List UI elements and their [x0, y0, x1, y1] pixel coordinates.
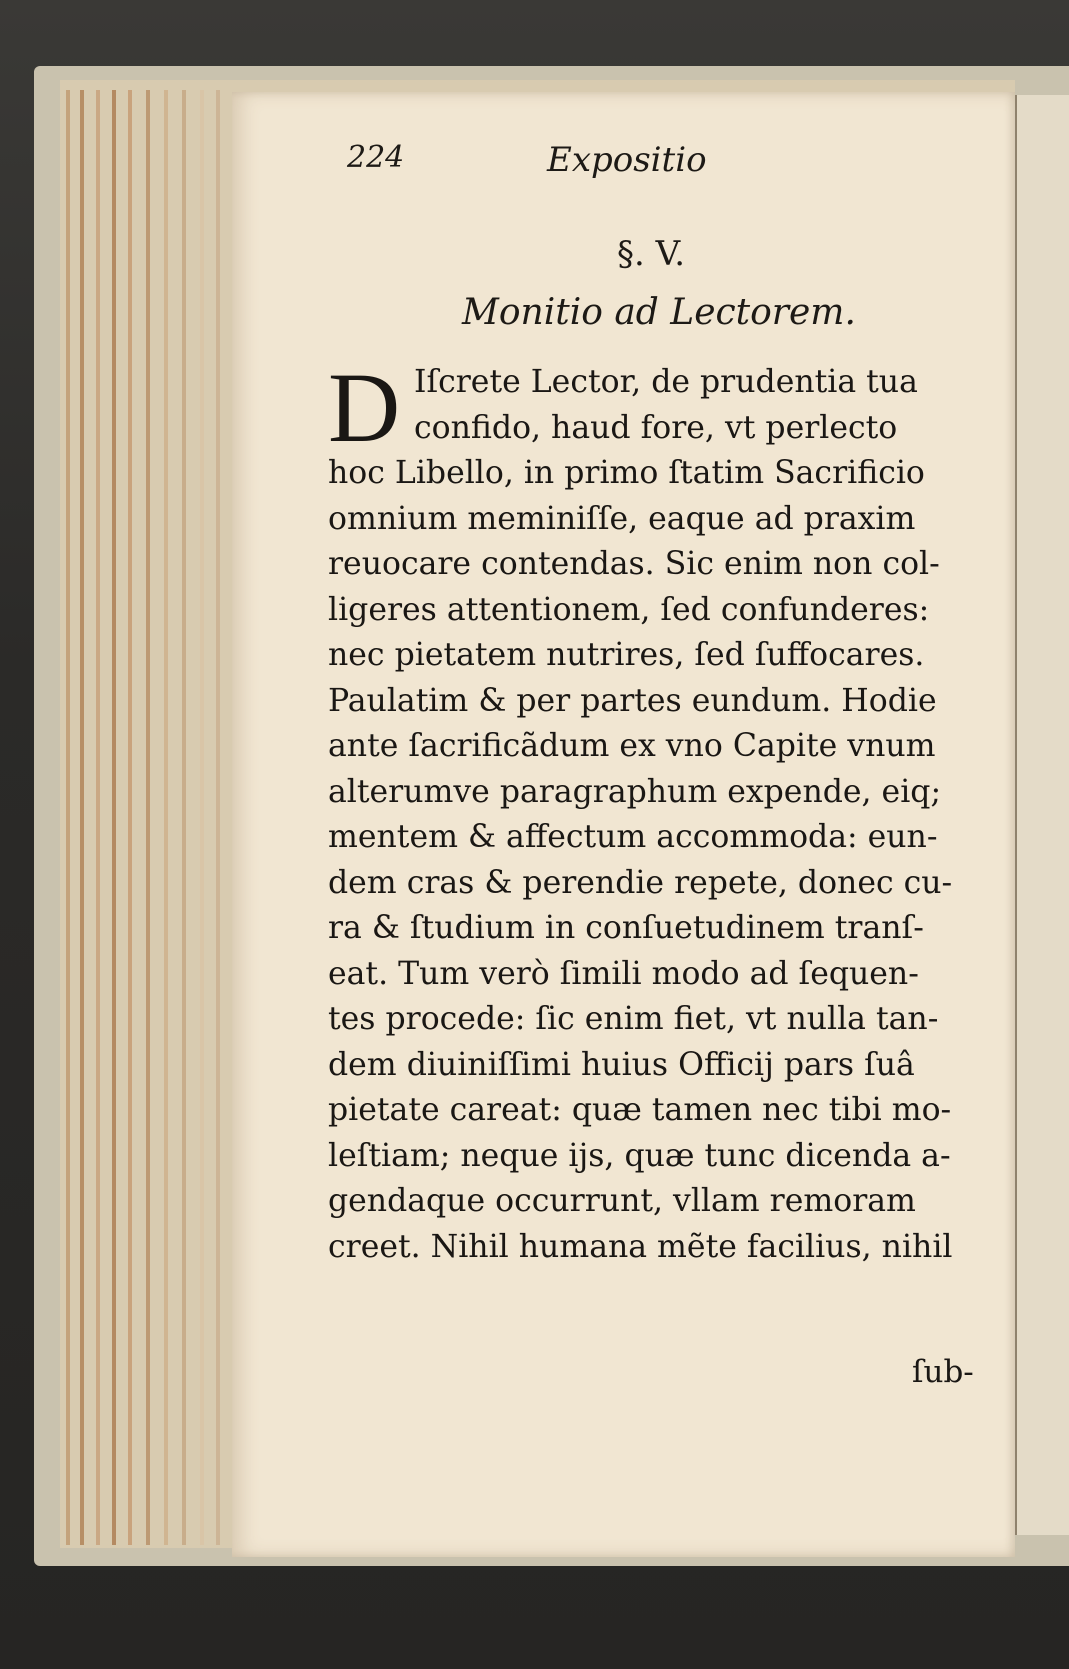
book-page [232, 92, 1015, 1557]
text-line: leſtiam; neque ijs, quæ tunc dicenda a- [328, 1137, 951, 1174]
page-edge [96, 90, 100, 1545]
facing-page-edge [1015, 95, 1069, 1535]
text-line: hoc Libello, in primo ſtatim Sacrificio [328, 455, 925, 491]
text-line: dem diuiniſſimi huius Officij pars ſuâ [328, 1046, 915, 1083]
text-line: omnium meminiſſe, eaque ad praxim [328, 500, 916, 537]
drop-cap: D [328, 352, 401, 463]
page-edge [182, 90, 186, 1545]
page-edge [128, 90, 132, 1545]
text-line: ante ſacrificãdum ex vno Capite vnum [328, 728, 936, 764]
running-title: Expositio [547, 140, 707, 180]
text-line: ra & ſtudium in conſuetudinem tranſ- [328, 910, 924, 946]
body-text [328, 352, 988, 1270]
text-line: nec pietatem nutrires, ſed ſuffocares. [328, 637, 925, 673]
text-line: creet. Nihil humana mẽte facilius, nihil [328, 1228, 953, 1265]
page-edge [80, 90, 84, 1545]
catchword: ſub- [912, 1354, 974, 1390]
section-heading: Monitio ad Lectorem. [462, 292, 856, 333]
page-edge [66, 90, 70, 1545]
section-mark: §. V. [617, 234, 686, 274]
text-line: tes procede: ſic enim fiet, vt nulla tan- [328, 1001, 939, 1037]
text-line: Iſcrete Lector, de prudentia tua [414, 364, 918, 400]
page-edge [112, 90, 116, 1545]
page-number: 224 [347, 140, 405, 175]
page-edge [164, 90, 168, 1545]
running-head [347, 140, 947, 184]
page-edge [216, 90, 220, 1545]
text-line: Paulatim & per partes eundum. Hodie [328, 682, 937, 719]
text-line: alterumve paragraphum expende, eiq; [328, 773, 942, 810]
page-edge [146, 90, 150, 1545]
text-line: mentem & affectum accommoda: eun- [328, 819, 938, 855]
text-line: pietate careat: quæ tamen nec tibi mo- [328, 1092, 952, 1128]
page-edge [200, 90, 204, 1545]
text-line: reuocare contendas. Sic enim non col- [328, 546, 940, 582]
text-line: gendaque occurrunt, vllam remoram [328, 1183, 916, 1219]
text-line: confido, haud fore, vt perlecto [414, 409, 898, 446]
text-line: dem cras & perendie repete, donec cu- [328, 864, 953, 901]
text-line: ligeres attentionem, ſed confunderes: [328, 591, 930, 628]
text-line: eat. Tum verò ſimili modo ad ſequen- [328, 955, 919, 992]
